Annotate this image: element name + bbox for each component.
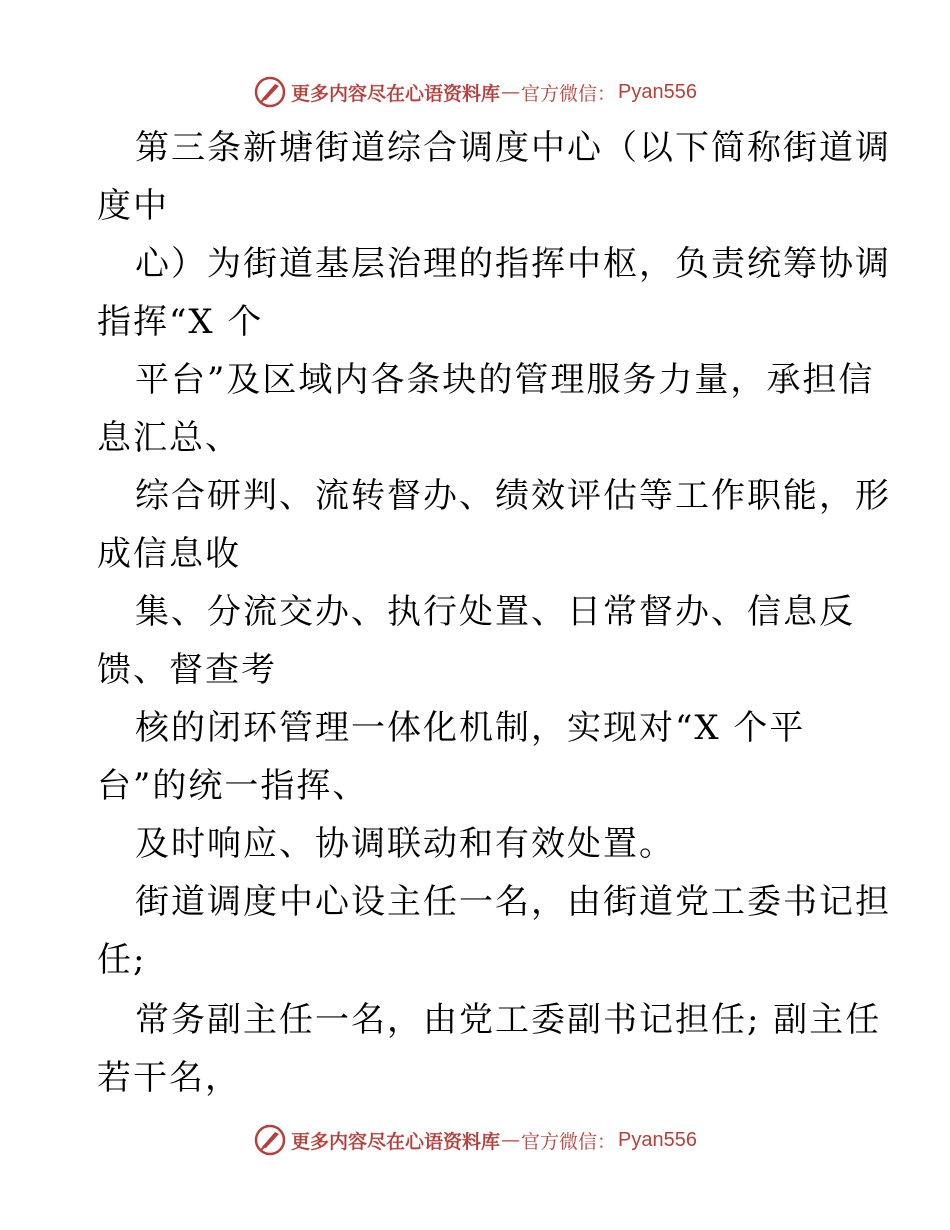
text-line: 若干名，	[97, 1058, 241, 1098]
watermark-label: 官方微信：	[521, 82, 617, 105]
text-line: 集、分流交办、执行处置、日常督办、信息反	[135, 592, 855, 632]
watermark-id: Pyan556	[618, 80, 697, 103]
text-line: 台”的统一指挥、	[97, 766, 369, 806]
text-line: 息汇总、	[97, 418, 241, 458]
text-line: 核的闭环管理一体化机制，实现对“X 个平	[135, 708, 806, 748]
watermark-brand: 更多内容尽在心语资料库	[291, 82, 501, 105]
text-line: 心）为街道基层治理的指挥中枢，负责统筹协调	[135, 244, 891, 284]
text-line: 指挥“X 个	[97, 302, 264, 342]
text-line: 度中	[97, 186, 169, 226]
watermark-dash: —	[501, 1129, 521, 1151]
quill-circle-icon	[253, 75, 287, 109]
footer-watermark	[0, 1120, 950, 1160]
watermark-brand: 更多内容尽在心语资料库	[291, 1130, 501, 1153]
text-line: 常务副主任一名，由党工委副书记担任; 副主任	[135, 1000, 882, 1040]
text-line: 第三条新塘街道综合调度中心（以下简称街道调	[135, 128, 891, 168]
text-line: 综合研判、流转督办、绩效评估等工作职能，形	[135, 476, 891, 516]
text-line: 平台”及区域内各条块的管理服务力量，承担信	[135, 360, 875, 400]
quill-circle-icon	[253, 1123, 287, 1157]
header-watermark	[0, 72, 950, 112]
watermark-id: Pyan556	[618, 1128, 697, 1151]
text-line: 街道调度中心设主任一名，由街道党工委书记担	[135, 882, 891, 922]
watermark-dash: —	[501, 81, 521, 103]
text-line: 及时响应、协调联动和有效处置。	[135, 824, 675, 864]
watermark-label: 官方微信：	[521, 1130, 617, 1153]
text-line: 成信息收	[97, 534, 241, 574]
text-line: 任;	[97, 940, 147, 980]
text-line: 馈、督查考	[97, 650, 277, 690]
